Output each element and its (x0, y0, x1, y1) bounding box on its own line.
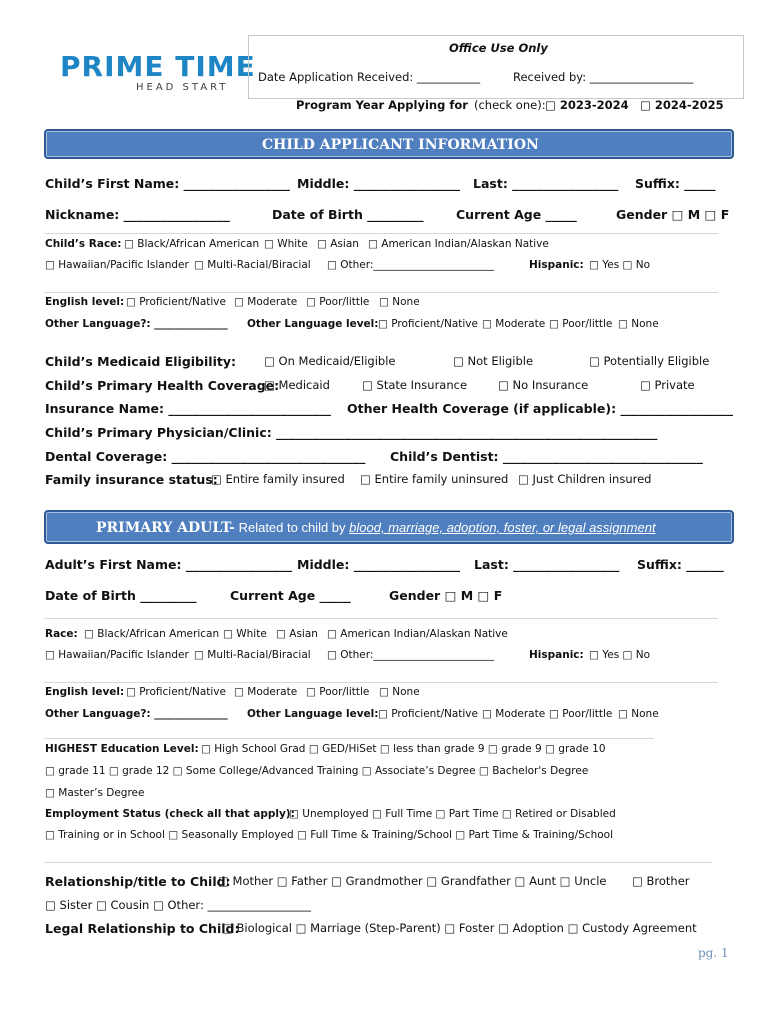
adult-title-relations: blood, marriage, adoption, foster, or legal assignment (349, 520, 656, 535)
family-insurance-label: Family insurance status: (45, 472, 218, 487)
relationship-brother-checkbox[interactable]: □ Brother (632, 874, 690, 888)
divider (44, 233, 718, 234)
physician-field[interactable]: Child’s Primary Physician/Clinic: _____________________________________________________________ (45, 425, 658, 440)
relationship-options-row-2[interactable]: □ Sister □ Cousin □ Other: __________________ (45, 898, 311, 912)
dental-coverage-field[interactable]: Dental Coverage: _______________________________ (45, 449, 366, 464)
dentist-field[interactable]: Child’s Dentist: ________________________________ (390, 449, 703, 464)
family-children-insured-checkbox[interactable]: □ Just Children insured (518, 472, 652, 486)
other-coverage-field[interactable]: Other Health Coverage (if applicable): __________________ (347, 401, 733, 416)
adult-race-label: Race: (45, 628, 78, 640)
coverage-medicaid-checkbox[interactable]: □ Medicaid (264, 378, 330, 392)
divider (44, 682, 718, 683)
adult-hispanic-label: Hispanic: (529, 649, 584, 661)
adult-race-hawaiian-checkbox[interactable]: □ Hawaiian/Pacific Islander (45, 649, 189, 661)
coverage-none-checkbox[interactable]: □ No Insurance (498, 378, 589, 392)
adult-race-asian-checkbox[interactable]: □ Asian (276, 628, 318, 640)
other-language-field[interactable]: Other Language?: ______________ (45, 318, 228, 330)
divider (44, 618, 718, 619)
adult-section-title (96, 520, 656, 536)
english-proficient-checkbox[interactable]: □ Proficient/Native (126, 296, 226, 308)
adult-section-banner (44, 510, 734, 544)
employment-label: Employment Status (check all that apply): (45, 808, 295, 820)
relationship-label: Relationship/title to Child: (45, 874, 231, 889)
divider (44, 862, 712, 863)
child-age-field[interactable]: Current Age _____ (456, 207, 577, 222)
adult-race-other-field[interactable]: □ Other:_______________________ (327, 649, 495, 661)
medicaid-label: Child’s Medicaid Eligibility: (45, 354, 236, 369)
race-other-field[interactable]: □ Other:_______________________ (327, 259, 495, 271)
adult-oll-moderate-checkbox[interactable]: □ Moderate (482, 708, 546, 720)
education-options-row-2[interactable]: □ grade 11 □ grade 12 □ Some College/Advanced Training □ Associate’s Degree □ Bachelor's Degree (45, 765, 589, 777)
date-received-field[interactable]: Date Application Received: ___________ (258, 70, 481, 84)
year-2023-checkbox[interactable]: □ 2023-2024 (545, 98, 629, 112)
year-2024-checkbox[interactable]: □ 2024-2025 (640, 98, 724, 112)
english-level-label: English level: (45, 296, 125, 308)
child-section-title: CHILD APPLICANT INFORMATION (262, 137, 539, 153)
medicaid-potential-checkbox[interactable]: □ Potentially Eligible (589, 354, 710, 368)
child-last-name-field[interactable]: Last: _________________ (473, 176, 619, 191)
adult-oll-none-checkbox[interactable]: □ None (618, 708, 659, 720)
child-suffix-field[interactable]: Suffix: _____ (635, 176, 716, 191)
medicaid-not-checkbox[interactable]: □ Not Eligible (453, 354, 534, 368)
adult-english-proficient-checkbox[interactable]: □ Proficient/Native (126, 686, 226, 698)
family-entire-insured-checkbox[interactable]: □ Entire family insured (211, 472, 345, 486)
adult-last-name-field[interactable]: Last: _________________ (474, 557, 620, 572)
english-moderate-checkbox[interactable]: □ Moderate (234, 296, 298, 308)
insurance-name-field[interactable]: Insurance Name: __________________________ (45, 401, 331, 416)
legal-relationship-options[interactable]: □ Biological □ Marriage (Step-Parent) □ Foster □ Adoption □ Custody Agreement (222, 921, 697, 935)
child-gender-checkboxes[interactable]: Gender □ M □ F (616, 207, 730, 222)
divider (44, 738, 654, 739)
adult-race-white-checkbox[interactable]: □ White (223, 628, 267, 640)
adult-english-poor-checkbox[interactable]: □ Poor/little (306, 686, 370, 698)
child-nickname-field[interactable]: Nickname: _________________ (45, 207, 230, 222)
adult-gender-checkboxes[interactable]: Gender □ M □ F (389, 588, 503, 603)
oll-none-checkbox[interactable]: □ None (618, 318, 659, 330)
primary-coverage-label: Child’s Primary Health Coverage: (45, 378, 280, 393)
logo-title: PRIME TIME (60, 50, 256, 83)
race-black-checkbox[interactable]: □ Black/African American (124, 238, 260, 250)
coverage-private-checkbox[interactable]: □ Private (640, 378, 695, 392)
coverage-state-checkbox[interactable]: □ State Insurance (362, 378, 468, 392)
received-by-field[interactable]: Received by: __________________ (513, 70, 694, 84)
adult-title-related: Related to child by (234, 520, 350, 535)
education-options-row-1[interactable]: □ High School Grad □ GED/HiSet □ less than grade 9 □ grade 9 □ grade 10 (201, 743, 606, 755)
adult-title-main: PRIMARY ADULT- (96, 520, 235, 536)
medicaid-on-checkbox[interactable]: □ On Medicaid/Eligible (264, 354, 396, 368)
adult-english-moderate-checkbox[interactable]: □ Moderate (234, 686, 298, 698)
race-multi-checkbox[interactable]: □ Multi-Racial/Biracial (194, 259, 311, 271)
adult-oll-poor-checkbox[interactable]: □ Poor/little (549, 708, 613, 720)
race-white-checkbox[interactable]: □ White (264, 238, 308, 250)
adult-age-field[interactable]: Current Age _____ (230, 588, 351, 603)
adult-english-none-checkbox[interactable]: □ None (379, 686, 420, 698)
relationship-options-row-1[interactable]: □ Mother □ Father □ Grandmother □ Grandfather □ Aunt □ Uncle (218, 874, 607, 888)
adult-middle-name-field[interactable]: Middle: _________________ (297, 557, 460, 572)
oll-poor-checkbox[interactable]: □ Poor/little (549, 318, 613, 330)
adult-english-level-label: English level: (45, 686, 125, 698)
child-middle-name-field[interactable]: Middle: _________________ (297, 176, 460, 191)
english-none-checkbox[interactable]: □ None (379, 296, 420, 308)
adult-race-multi-checkbox[interactable]: □ Multi-Racial/Biracial (194, 649, 311, 661)
employment-options-row-2a[interactable]: □ Training or in School □ Seasonally Employed (45, 829, 294, 841)
hispanic-checkboxes[interactable]: □ Yes □ No (589, 259, 651, 271)
page-number: pg. 1 (698, 946, 729, 960)
child-section-banner (44, 129, 734, 159)
office-use-title: Office Use Only (449, 41, 548, 55)
adult-dob-field[interactable]: Date of Birth _________ (45, 588, 197, 603)
race-asian-checkbox[interactable]: □ Asian (317, 238, 359, 250)
adult-hispanic-checkboxes[interactable]: □ Yes □ No (589, 649, 651, 661)
adult-race-native-checkbox[interactable]: □ American Indian/Alaskan Native (327, 628, 508, 640)
program-year-label: Program Year Applying for (296, 98, 468, 112)
employment-options-row-2b[interactable]: □ Full Time & Training/School □ Part Time & Training/School (297, 829, 613, 841)
adult-other-language-level-label: Other Language level: (247, 708, 379, 720)
adult-first-name-field[interactable]: Adult’s First Name: _________________ (45, 557, 293, 572)
family-uninsured-checkbox[interactable]: □ Entire family uninsured (360, 472, 509, 486)
race-native-checkbox[interactable]: □ American Indian/Alaskan Native (368, 238, 549, 250)
check-one-label: (check one): (474, 98, 546, 112)
adult-race-black-checkbox[interactable]: □ Black/African American (84, 628, 220, 640)
child-dob-field[interactable]: Date of Birth _________ (272, 207, 424, 222)
divider (44, 292, 718, 293)
education-options-row-3[interactable]: □ Master’s Degree (45, 787, 145, 799)
english-poor-checkbox[interactable]: □ Poor/little (306, 296, 370, 308)
logo-subtitle: HEAD START (136, 82, 229, 93)
employment-options-row-1[interactable]: □ Unemployed □ Full Time □ Part Time □ Retired or Disabled (289, 808, 616, 820)
race-hawaiian-checkbox[interactable]: □ Hawaiian/Pacific Islander (45, 259, 189, 271)
adult-suffix-field[interactable]: Suffix: ______ (637, 557, 724, 572)
child-race-label: Child’s Race: (45, 238, 122, 250)
oll-moderate-checkbox[interactable]: □ Moderate (482, 318, 546, 330)
hispanic-label: Hispanic: (529, 259, 584, 271)
adult-oll-proficient-checkbox[interactable]: □ Proficient/Native (378, 708, 478, 720)
other-language-level-label: Other Language level: (247, 318, 379, 330)
child-first-name-field[interactable]: Child’s First Name: _________________ (45, 176, 290, 191)
adult-other-language-field[interactable]: Other Language?: ______________ (45, 708, 228, 720)
education-label: HIGHEST Education Level: (45, 743, 199, 755)
legal-relationship-label: Legal Relationship to Child: (45, 921, 240, 936)
oll-proficient-checkbox[interactable]: □ Proficient/Native (378, 318, 478, 330)
